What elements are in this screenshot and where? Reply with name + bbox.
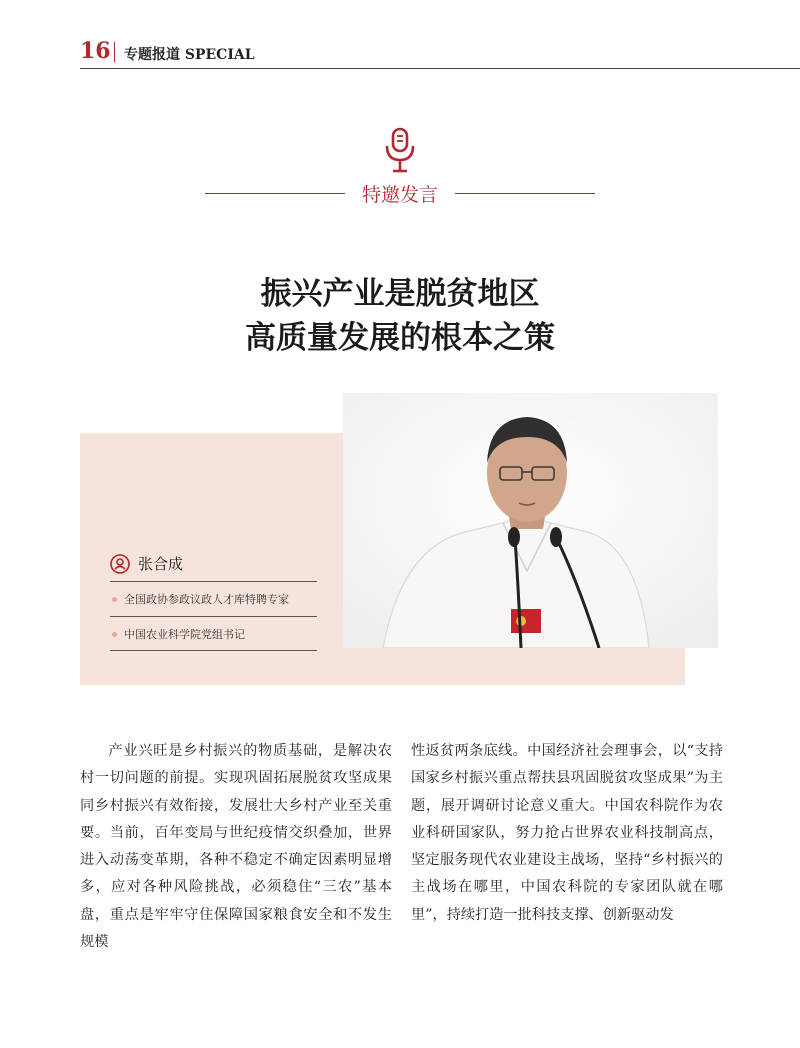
- bullet-dot: [112, 597, 117, 602]
- speaker-photo-illustration: [343, 393, 718, 648]
- header-divider: [114, 42, 115, 62]
- body-column-left: [80, 738, 392, 956]
- profile-rule-3: [110, 650, 317, 651]
- article-title: [100, 272, 700, 360]
- page-number: 16: [80, 38, 111, 64]
- band-line-right: [455, 193, 595, 194]
- speaker-name: 张合成: [138, 555, 184, 573]
- speaker-photo: [343, 393, 718, 648]
- profile-rule-2: [110, 616, 317, 617]
- guest-speech-band: [205, 180, 595, 206]
- microphone-icon: [380, 126, 420, 176]
- body-paragraph: 产业兴旺是乡村振兴的物质基础，是解决农村一切问题的前提。实现巩固拓展脱贫攻坚成果同乡村振兴有效衔接，发展壮大乡村产业至关重要。当前，百年变局与世纪疫情交织叠加，世界进入动荡变革期，各种不稳定不确定因素明显增多，应对各种风险挑战，必须稳住“三农”基本盘，重点是牢牢守住保障国家粮食安全和不发生规模: [80, 743, 392, 951]
- band-label: 特邀发言: [361, 184, 438, 206]
- title-line-1: 振兴产业是脱贫地区: [260, 276, 540, 312]
- body-paragraph-continued: 性返贫两条底线。中国经济社会理事会，以“支持国家乡村振兴重点帮扶县巩固脱贫攻坚成果”为主题，展开调研讨论意义重大。中国农科院作为农业科研国家队，努力抢占世界农业科技制高点，坚定服务现代农业建设主战场，坚持“乡村振兴的主战场在哪里，中国农科院的专家团队就在哪里”，持续打造一批科技支撑、创新驱动发: [411, 743, 723, 923]
- header-rule: [80, 68, 800, 69]
- title-line-2: 高质量发展的根本之策: [245, 320, 555, 356]
- page-header: [80, 38, 800, 68]
- speaker-title-1: 全国政协参政议政人才库特聘专家: [110, 591, 317, 607]
- speaker-title-2: 中国农业科学院党组书记: [110, 626, 317, 642]
- bullet-dot: [112, 632, 117, 637]
- person-icon: [110, 554, 130, 574]
- band-line-left: [205, 193, 345, 194]
- body-column-right: [411, 738, 723, 929]
- section-label: 专题报道 SPECIAL: [124, 47, 255, 63]
- profile-rule-1: [110, 581, 317, 582]
